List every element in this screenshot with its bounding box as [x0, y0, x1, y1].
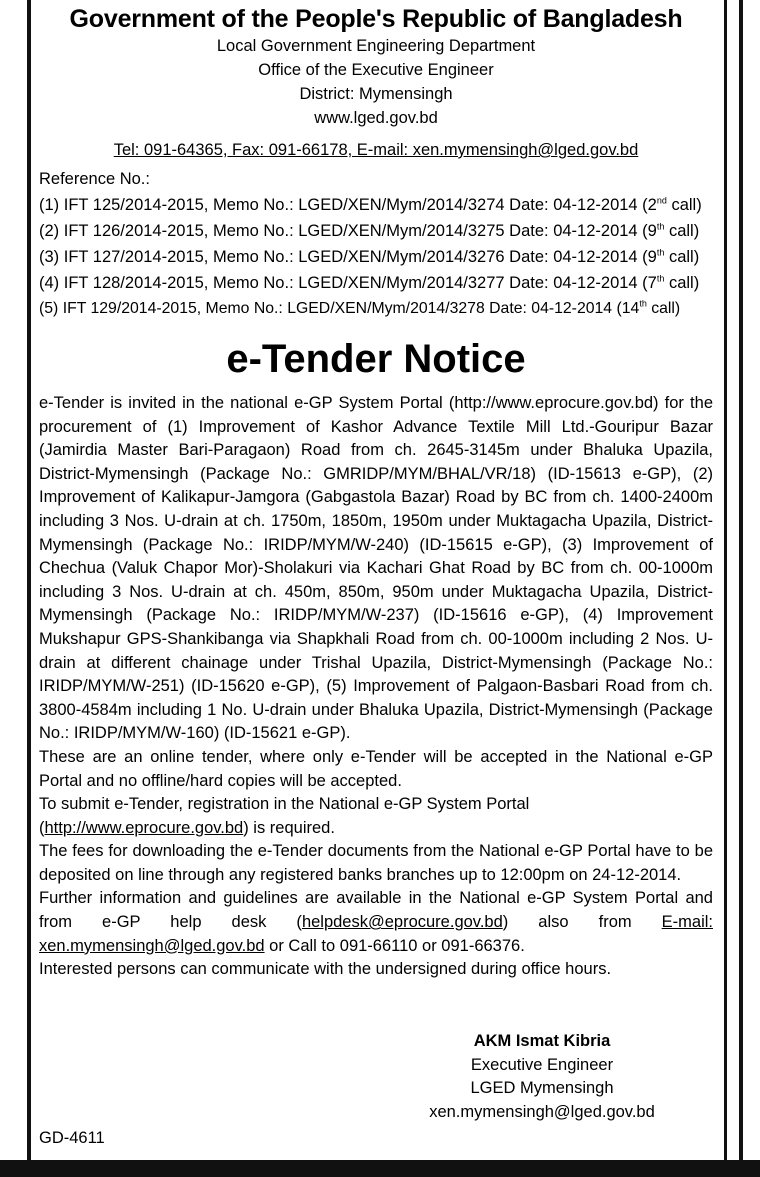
gd-code: GD-4611	[39, 1129, 105, 1147]
reference-item: (3) IFT 127/2014-2015, Memo No.: LGED/XEN/Mym/2014/3276 Date: 04-12-2014 (9th call)	[39, 247, 700, 266]
signatory-office: LGED Mymensingh	[470, 1079, 614, 1098]
reference-item: (4) IFT 128/2014-2015, Memo No.: LGED/XEN/Mym/2014/3277 Date: 04-12-2014 (7th call)	[39, 273, 700, 292]
signatory-name: AKM Ismat Kibria	[473, 1032, 611, 1050]
email-label: E-mail:	[661, 913, 713, 932]
registration-paragraph: To submit e-Tender, registration in the National e-GP System Portal (http://www.eprocure.gov.bd) is required.	[39, 795, 530, 837]
government-title: Government of the People's Republic of Bangladesh	[69, 5, 683, 33]
signatory-designation: Executive Engineer	[470, 1055, 614, 1074]
contact-paragraph: Interested persons can communicate with the undersigned during office hours.	[39, 960, 612, 979]
bottom-border-bar	[0, 1160, 760, 1177]
signature-block	[411, 1030, 673, 1124]
right-border-rule	[724, 0, 727, 1160]
notice-title: e-Tender Notice	[226, 337, 526, 381]
notice-document	[39, 0, 713, 982]
website: www.lged.gov.bd	[314, 109, 438, 127]
reference-label: Reference No.:	[39, 170, 150, 188]
left-border-rule	[27, 0, 31, 1160]
procurement-paragraph: e-Tender is invited in the national e-GP System Portal (http://www.eprocure.gov.bd) for the procurement of (1) Improvement of Kashor Advance Textile Mill Ltd.-Gouripur Bazar (Jamirdia Master Bari-Paragaon) Road from ch. 2645-3145m under Bhaluka Upazila, District-Mymensingh (Package No.: GMRIDP/MYM/BHAL/VR/18) (ID-15613 e-GP), (2) Improvement of Kalikapur-Jamgora (Gabgastola Bazar) Road by BC from ch. 1400-2400m including 3 Nos. U-drain at ch. 1750m, 1850m, 1950m under Muktagacha Upazila, District-Mymensingh (Package No.: IRIDP/MYM/W-240) (ID-15615 e-GP), (3) Improvement of Chechua (Valuk Chapor Mor)-Sholakuri via Kachari Ghat Road by BC from ch. 00-1000m including 3 Nos. U-drain at ch. 450m, 850m, 950m under Muktagacha Upazila, District-Mymensingh (Package No.: IRIDP/MYM/W-237) (ID-15616 e-GP), (4) Improvement Mukshapur GPS-Shankibanga via Shapkhali Road from ch. 00-1000m including 2 Nos. U-drain at different chainage under Trishal Upazila, District-Mymensingh (Package No.: IRIDP/MYM/W-251) (ID-15620 e-GP), (5) Improvement of Palgaon-Basbari Road from ch. 3800-4584m including 1 No. U-drain under Bhaluka Upazila, District-Mymensingh (Package No.: IRIDP/MYM/W-160) (ID-15621 e-GP).	[39, 394, 713, 743]
notice-body	[39, 392, 713, 982]
reference-item: (5) IFT 129/2014-2015, Memo No.: LGED/XEN/Mym/2014/3278 Date: 04-12-2014 (14th call)	[39, 298, 681, 317]
fees-paragraph: The fees for downloading the e-Tender documents from the National e-GP Portal have to be deposited on line through any registered banks branches up to 12:00pm on 24-12-2014.	[39, 842, 713, 884]
department-name: Local Government Engineering Department	[216, 37, 536, 55]
right-outer-border-rule	[739, 0, 743, 1160]
eprocure-link[interactable]: http://www.eprocure.gov.bd	[44, 818, 244, 837]
reference-item: (1) IFT 125/2014-2015, Memo No.: LGED/XEN/Mym/2014/3274 Date: 04-12-2014 (2nd call)	[39, 195, 702, 214]
xen-email-link[interactable]: xen.mymensingh@lged.gov.bd	[39, 936, 265, 955]
helpdesk-email-link[interactable]: helpdesk@eprocure.gov.bd	[301, 913, 503, 932]
header-block	[39, 4, 713, 162]
district-name: District: Mymensingh	[299, 85, 453, 103]
signatory-email: xen.mymensingh@lged.gov.bd	[429, 1102, 655, 1121]
reference-item: (2) IFT 126/2014-2015, Memo No.: LGED/XEN/Mym/2014/3275 Date: 04-12-2014 (9th call)	[39, 221, 700, 240]
office-name: Office of the Executive Engineer	[258, 61, 494, 79]
info-paragraph: Further information and guidelines are available in the National e-GP System Portal and from e-GP help desk (helpdesk@eprocure.gov.bd) also from E-mail: xen.mymensingh@lged.gov.bd or Call to 091-66110 or 091-66376.	[39, 889, 713, 955]
contact-line: Tel: 091-64365, Fax: 091-66178, E-mail: xen.mymensingh@lged.gov.bd	[113, 141, 639, 159]
reference-block	[39, 166, 713, 322]
online-tender-paragraph: These are an online tender, where only e-Tender will be accepted in the National e-GP Portal and no offline/hard copies will be accepted.	[39, 747, 713, 790]
